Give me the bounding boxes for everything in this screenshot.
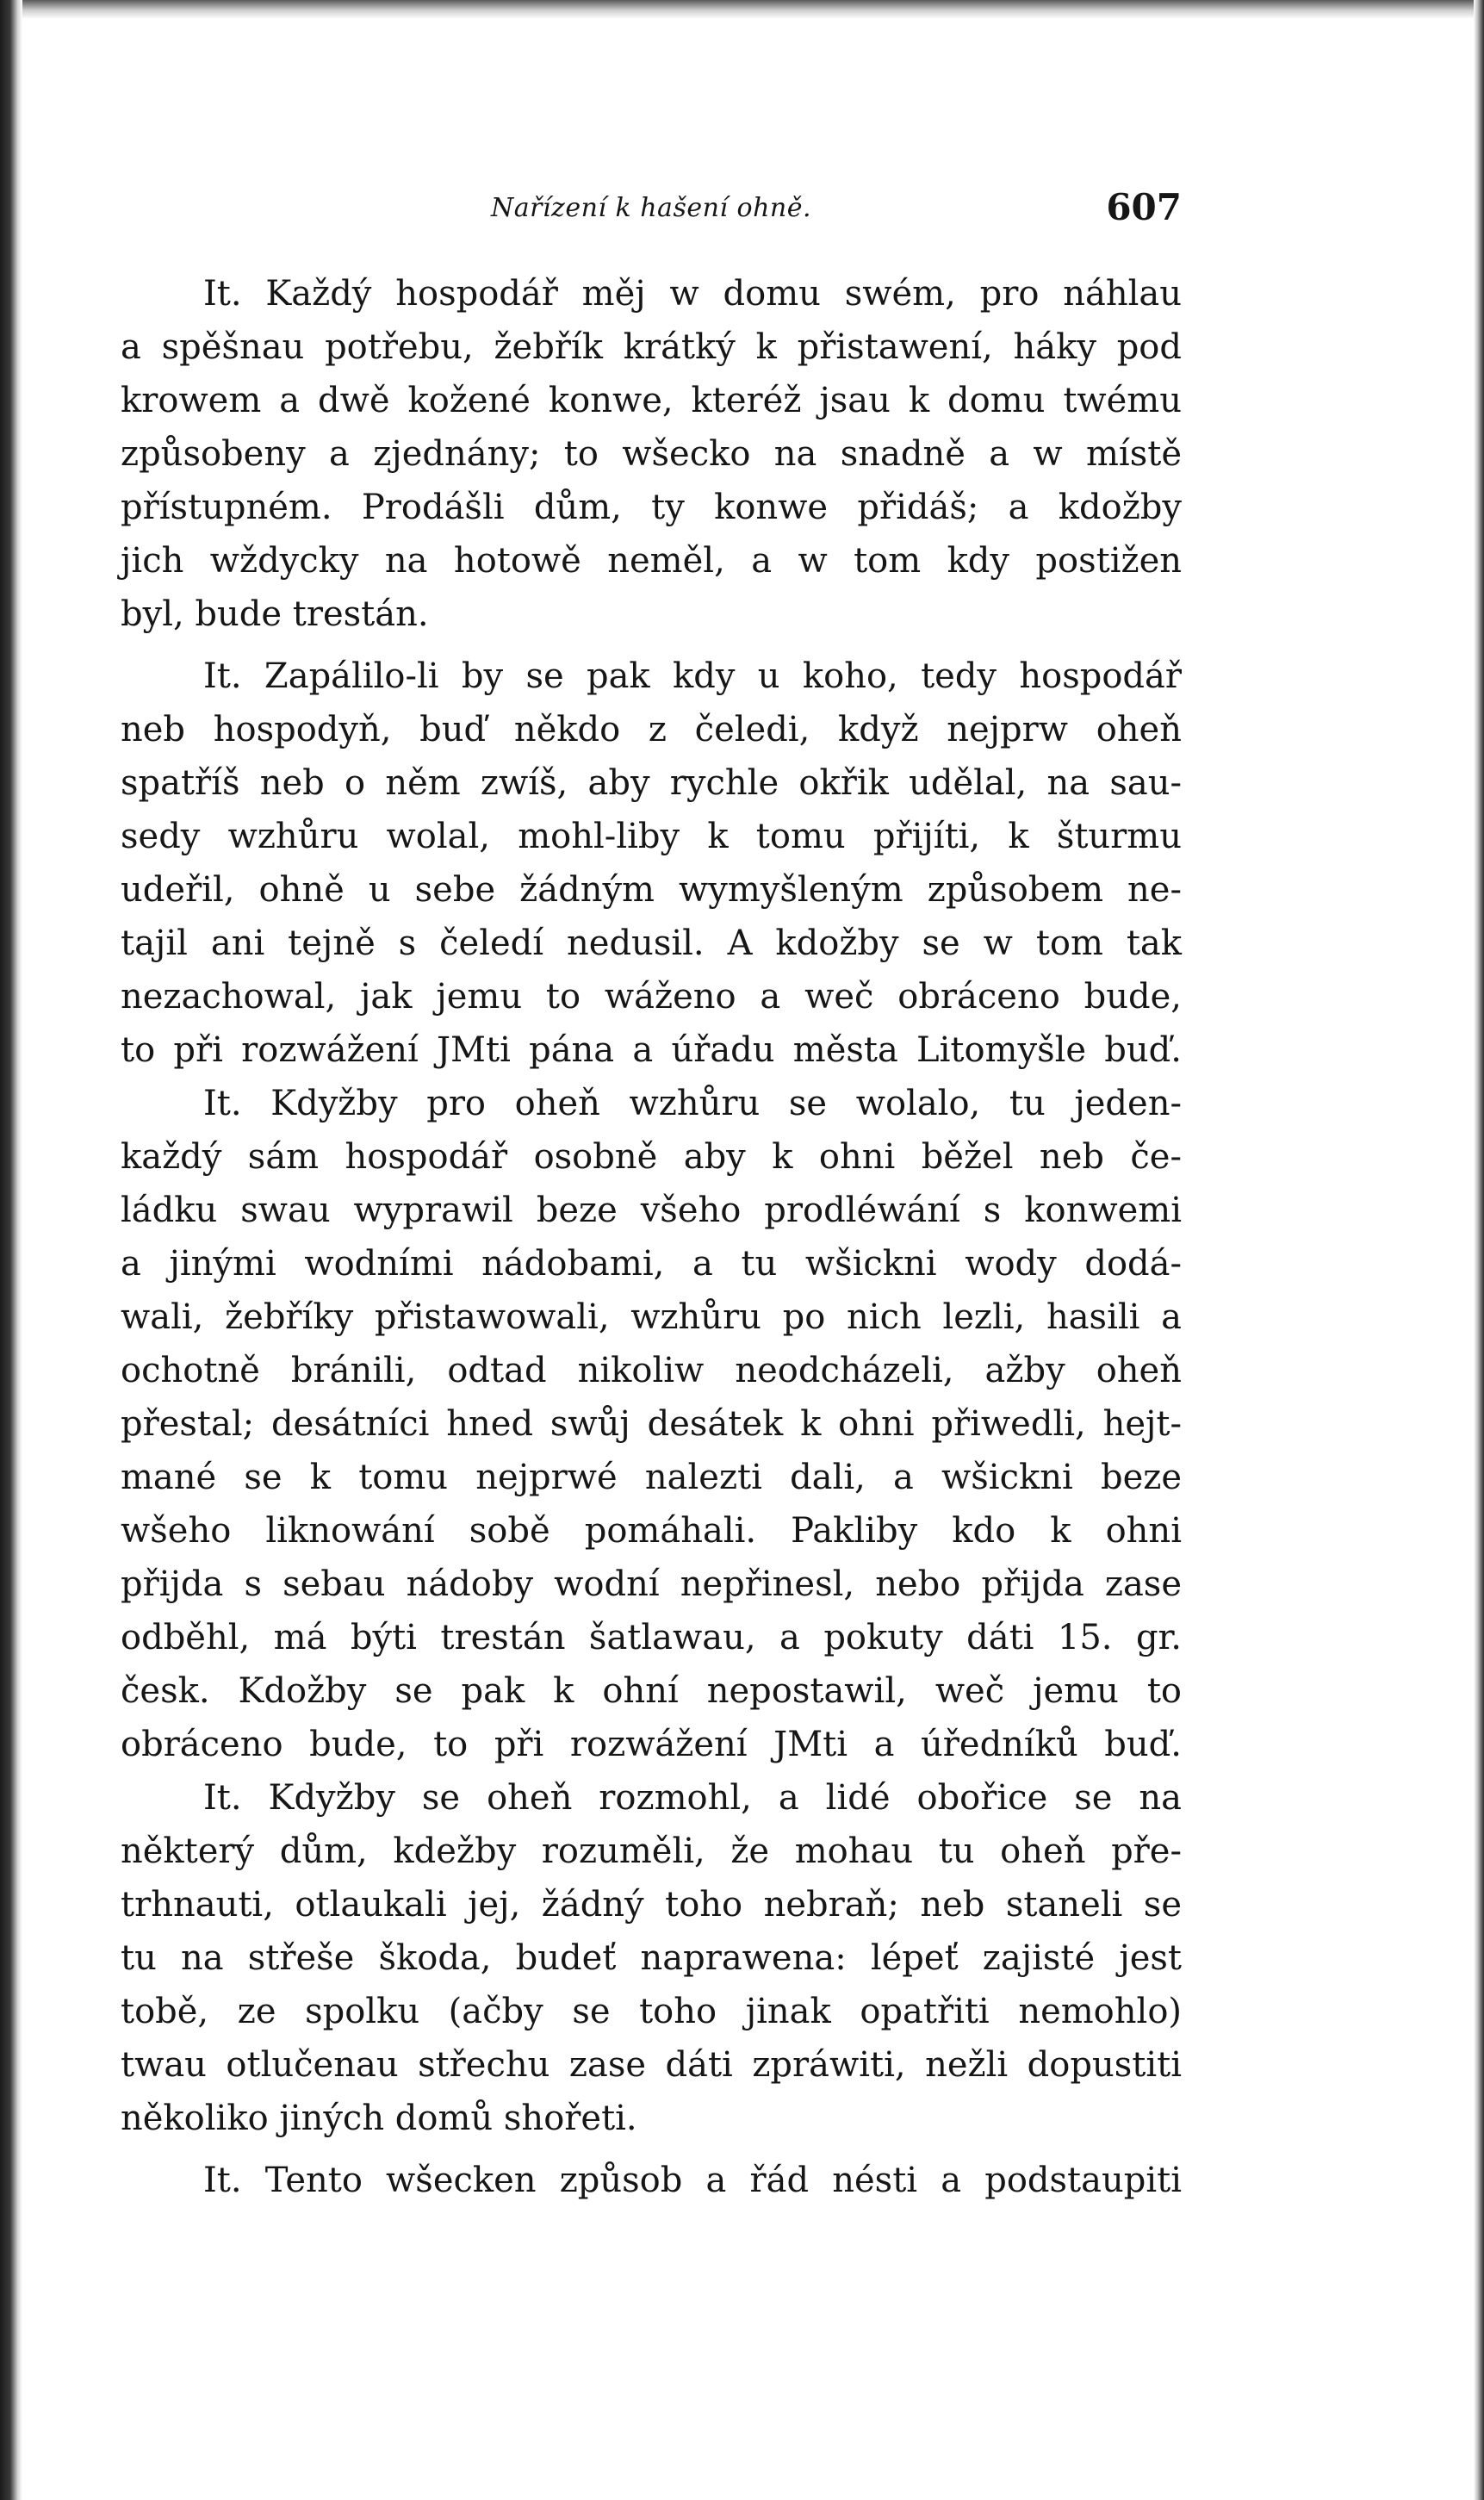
text-line: jich wždycky na hotowě neměl, a w tom kdy postižen — [121, 541, 1182, 581]
text-line: It. Každý hospodář měj w domu swém, pro náhlau — [203, 274, 1182, 314]
text-line: spatříš neb o něm zwíš, aby rychle okřik udělal, na sau- — [121, 763, 1182, 803]
text-line: několiko jiných domů shořeti. — [121, 2099, 637, 2138]
text-line: a spěšnau potřebu, žebřík krátký k přistawení, háky pod — [121, 327, 1182, 367]
text-line: způsobeny a zjednány; to wšecko na snadně a w místě — [121, 434, 1182, 474]
body-text — [121, 267, 1182, 2207]
page-number: 607 — [1106, 186, 1182, 228]
text-line: mané se k tomu nejprwé nalezti dali, a wšickni beze — [121, 1458, 1182, 1497]
text-line: tu na střeše škoda, budeť naprawena: lépeť zajisté jest — [121, 1938, 1182, 1978]
book-page — [121, 181, 1182, 2207]
scan-shadow-left — [0, 0, 22, 2500]
text-line: byl, bude trestán. — [121, 594, 429, 634]
text-line: sedy wzhůru wolal, mohl-liby k tomu přijíti, k šturmu — [121, 817, 1182, 856]
text-line: It. Tento wšecken způsob a řád nésti a podstaupiti — [203, 2161, 1182, 2200]
text-line: přijda s sebau nádoby wodní nepřinesl, nebo přijda zase — [121, 1564, 1182, 1604]
text-line: to při rozwážení JMti pána a úřadu města Litomyšle buď. — [121, 1030, 1182, 1070]
text-line: některý dům, kdežby rozuměli, že mohau tu oheň pře- — [121, 1831, 1182, 1871]
text-line: nezachowal, jak jemu to wáženo a weč obráceno bude, — [121, 977, 1182, 1017]
text-line: wali, žebříky přistawowali, wzhůru po nich lezli, hasili a — [121, 1297, 1182, 1337]
running-title: Nařízení k hašení ohně. — [490, 193, 812, 223]
text-line: It. Zapálilo-li by se pak kdy u koho, tedy hospodář — [203, 656, 1182, 696]
text-line: a jinými wodními nádobami, a tu wšickni wody dodá- — [121, 1244, 1182, 1284]
text-line: tajil ani tejně s čeledí nedusil. A kdožby se w tom tak — [121, 924, 1182, 963]
scan-shadow-top — [0, 0, 1484, 19]
text-line: It. Kdyžby pro oheň wzhůru se wolalo, tu jeden- — [203, 1084, 1182, 1123]
text-line: trhnauti, otlaukali jej, žádný toho nebraň; neb staneli se — [121, 1885, 1182, 1925]
text-line: odběhl, má býti trestán šatlawau, a pokuty dáti 15. gr. — [121, 1618, 1182, 1657]
text-line: ládku swau wyprawil beze všeho prodléwání s konwemi — [121, 1191, 1182, 1230]
text-line: krowem a dwě kožené konwe, kteréž jsau k domu twému — [121, 381, 1182, 420]
running-header — [121, 181, 1182, 233]
text-line: česk. Kdožby se pak k ohní nepostawil, weč jemu to — [121, 1671, 1182, 1711]
text-line: přestal; desátníci hned swůj desátek k ohni přiwedli, hejt- — [121, 1404, 1182, 1444]
text-line: tobě, ze spolku (ačby se toho jinak opatřiti nemohlo) — [121, 1992, 1182, 2031]
text-line: každý sám hospodář osobně aby k ohni běžel neb če- — [121, 1137, 1182, 1177]
text-line: přístupném. Prodášli dům, ty konwe přidáš; a kdožby — [121, 488, 1182, 527]
text-line: udeřil, ohně u sebe žádným wymyšleným způsobem ne- — [121, 870, 1182, 910]
text-line: ochotně bránili, odtad nikoliw neodcházeli, ažby oheň — [121, 1351, 1182, 1390]
text-line: twau otlučenau střechu zase dáti zpráwiti, nežli dopustiti — [121, 2045, 1182, 2085]
scan-shadow-right — [1474, 0, 1484, 2500]
text-line: obráceno bude, to při rozwážení JMti a úředníků buď. — [121, 1725, 1182, 1764]
text-line: It. Kdyžby se oheň rozmohl, a lidé obořice se na — [203, 1778, 1182, 1818]
text-line: wšeho liknowání sobě pomáhali. Pakliby kdo k ohni — [121, 1511, 1182, 1551]
text-line: neb hospodyň, buď někdo z čeledi, když nejprw oheň — [121, 710, 1182, 749]
